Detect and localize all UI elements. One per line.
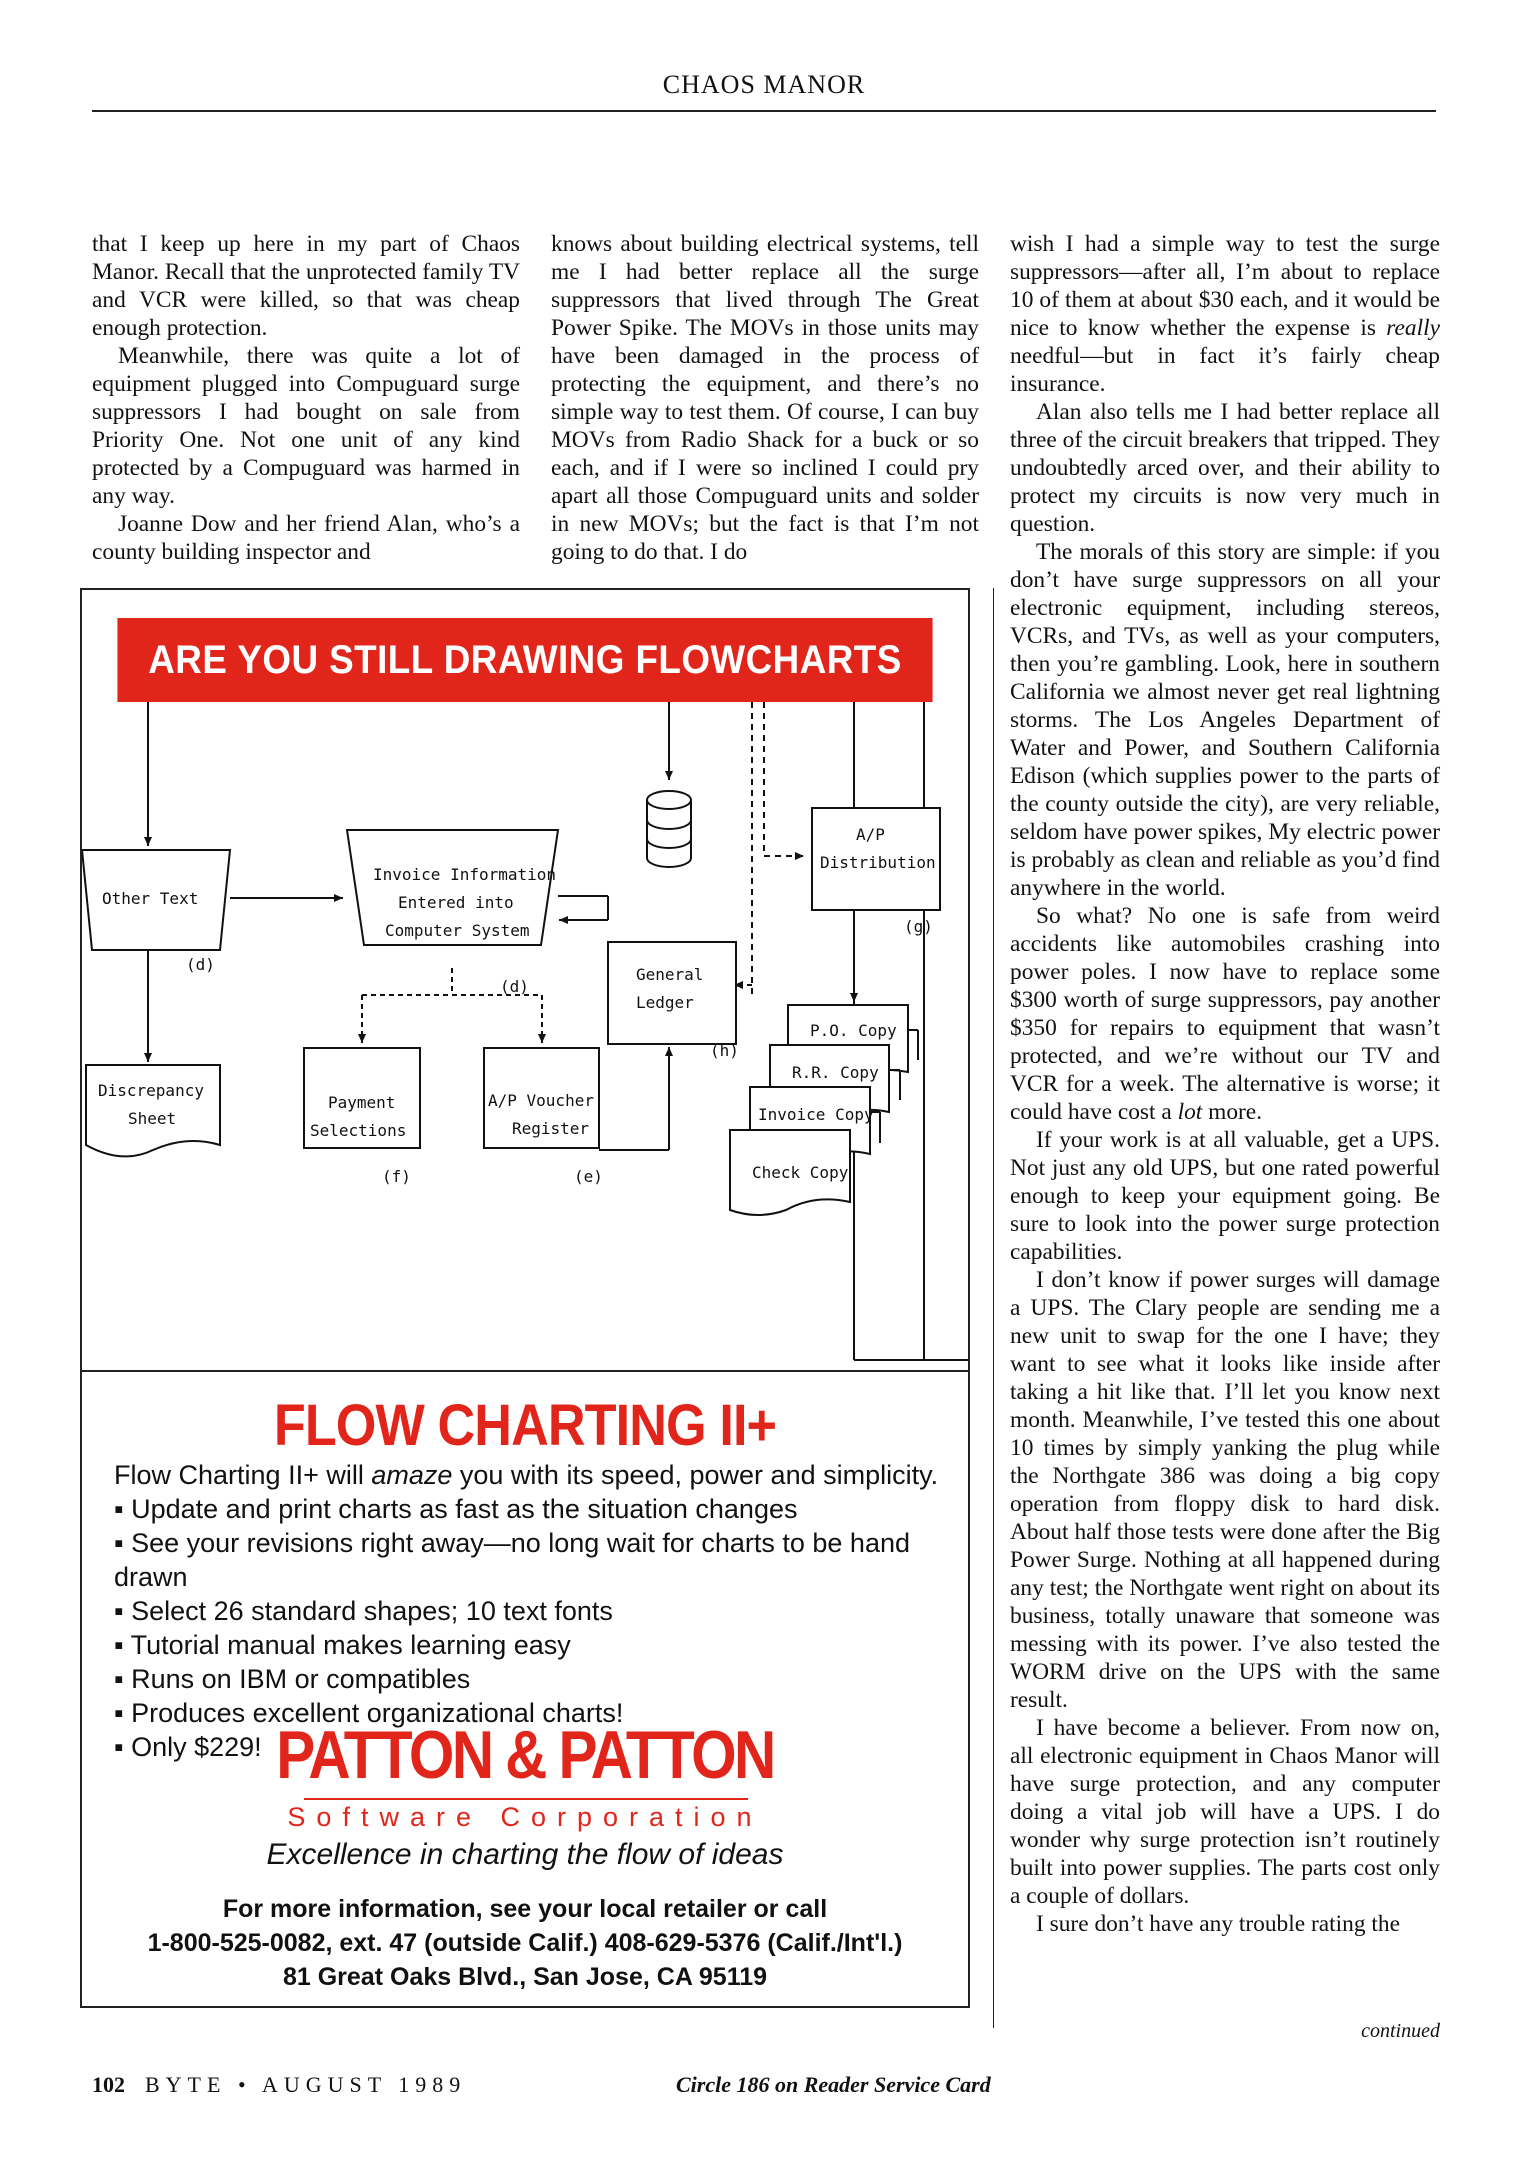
paragraph: Joanne Dow and her friend Alan, who’s a county building inspector and bbox=[92, 511, 520, 565]
paragraph: If your work is at all valuable, get a UPS. Not just any old UPS, but one rated powerful enough to keep your equipment going. Be sure to look into the power surge protection capabilities. bbox=[1010, 1127, 1440, 1265]
continued-note: continued bbox=[1361, 2020, 1440, 2042]
feature-item: ▪ Update and print charts as fast as the situation changes bbox=[114, 1492, 954, 1526]
flow-node-other-text: Other Text bbox=[102, 889, 199, 908]
reader-service-note: Circle 186 on Reader Service Card bbox=[676, 2072, 991, 2097]
feature-item: ▪ Only $229! bbox=[114, 1730, 954, 1764]
contact-line: For more information, see your local retailer or call bbox=[222, 1895, 828, 1923]
feature-item: ▪ See your revisions right away—no long wait for charts to be hand drawn bbox=[114, 1526, 954, 1594]
flow-node-ap-voucher: Register bbox=[512, 1119, 590, 1138]
paragraph: wish I had a simple way to test the surge suppressors—after all, I’m about to replace 10 of them at about $30 each, and it would be nice to know whether the expense is really needful—but in fact it’s fairly cheap insurance. bbox=[1010, 231, 1440, 397]
feature-item: ▪ Runs on IBM or compatibles bbox=[114, 1662, 954, 1696]
flow-node-ap-distribution: A/P bbox=[856, 825, 885, 844]
paragraph: Meanwhile, there was quite a lot of equipment plugged into Compuguard surge suppressors I had bought on sale from Priority One. Not one unit of any kind protected by a Compuguard was harmed in any way. bbox=[92, 343, 520, 509]
magazine-issue: BYTE • AUGUST 1989 bbox=[145, 2072, 467, 2097]
flow-node-ap-voucher: A/P Voucher bbox=[488, 1091, 594, 1110]
flow-node-rr-copy: R.R. Copy bbox=[792, 1063, 879, 1082]
feature-item: ▪ Produces excellent organizational charts! bbox=[114, 1696, 954, 1730]
flow-node-general-ledger: General bbox=[636, 965, 704, 984]
paragraph: So what? No one is safe from weird accidents like automobiles crashing into power poles. I now have to replace some $300 worth of surge suppressors, pay another $350 for repairs to equipment that wasn’t protected, and we’re without our TV and VCR for a week. The alternative is worse; it could have cost a lot more. bbox=[1010, 903, 1440, 1125]
paragraph: I have become a believer. From now on, all electronic equipment in Chaos Manor will have surge protection, and any computer doing a vital job will have a UPS. I do wonder why surge protection isn’t routinely built into power supplies. The parts cost only a couple of dollars. bbox=[1010, 1715, 1440, 1909]
flow-label: (f) bbox=[382, 1167, 411, 1186]
tagline: Excellence in charting the flow of ideas bbox=[266, 1838, 784, 1871]
feature-item: ▪ Tutorial manual makes learning easy bbox=[114, 1628, 954, 1662]
intro-text: Flow Charting II+ will amaze you with its speed, power and simplicity. bbox=[114, 1460, 939, 1490]
flow-node-ap-distribution: Distribution bbox=[820, 853, 936, 872]
company-subtitle: Software Corporation bbox=[287, 1802, 763, 1832]
flow-label: (e) bbox=[574, 1167, 603, 1186]
flow-node-po-copy: P.O. Copy bbox=[810, 1021, 897, 1040]
contact-line: 81 Great Oaks Blvd., San Jose, CA 95119 bbox=[282, 1963, 768, 1991]
paragraph: that I keep up here in my part of Chaos Manor. Recall that the unprotected family TV and VCR were killed, so that was cheap enough protection. bbox=[92, 231, 520, 341]
product-title: FLOW CHARTING II+ bbox=[273, 1393, 777, 1458]
paragraph: I don’t know if power surges will damage a UPS. The Clary people are sending me a new unit to swap for the one I have; they want to see what it looks like inside after taking a hit like that. I’ll let you know next month. Meanwhile, I’ve tested this one about 10 times by simply yanking the plug while the Northgate 386 was doing a big copy operation from floppy disk to hard disk. About half those tests were done after the Big Power Surge. Nothing at all happened during any test; the Northgate went right on about its business, totally unaware that someone was messing with its power. I’ve also tested the WORM drive on the UPS with the same result. bbox=[1010, 1267, 1440, 1713]
contact-info bbox=[82, 1892, 968, 1994]
flow-node-check-copy: Check Copy bbox=[752, 1163, 849, 1182]
logo-rule bbox=[304, 1798, 748, 1800]
flow-node-invoice-info: Invoice Information bbox=[373, 865, 557, 884]
article-column-2 bbox=[551, 230, 979, 566]
flow-label: (d) bbox=[500, 977, 529, 996]
paragraph: Alan also tells me I had better replace all three of the circuit breakers that tripped. They undoubtedly arced over, and their ability to protect my circuits is now very much in question. bbox=[1010, 399, 1440, 537]
article-column-3 bbox=[1010, 230, 1440, 1938]
flow-node-invoice-copy: Invoice Copy bbox=[758, 1105, 874, 1124]
page-number: 102 bbox=[92, 2072, 125, 2097]
paragraph: The morals of this story are simple: if you don’t have surge suppressors on all your electronic equipment, including stereos, VCRs, and TVs, as well as your computers, then you’re gambling. Look, here in southern California we almost never get real lightning storms. The Los Angeles Department of Water and Power, and Southern California Edison (which supplies power to the parts of the county outside the city), are very reliable, seldom have power spikes, My electric power is probably as clean and reliable as you’d find anywhere in the world. bbox=[1010, 539, 1440, 901]
emphasis: amaze bbox=[371, 1460, 453, 1490]
company-logo: PATTON & PATTON bbox=[276, 1717, 774, 1793]
header-rule bbox=[92, 110, 1436, 112]
flow-node-invoice-info: Entered into bbox=[398, 893, 514, 912]
flow-label: (h) bbox=[710, 1041, 739, 1060]
ad-banner-headline: ARE YOU STILL DRAWING FLOWCHARTS BY HAND? bbox=[117, 618, 932, 702]
article-column-1 bbox=[92, 230, 520, 566]
flow-node-general-ledger: Ledger bbox=[636, 993, 694, 1012]
emphasis: lot bbox=[1177, 1099, 1203, 1125]
advertisement bbox=[80, 588, 970, 2008]
page-footer bbox=[92, 2072, 466, 2098]
feature-item: ▪ Select 26 standard shapes; 10 text fonts bbox=[114, 1594, 954, 1628]
column-rule bbox=[993, 588, 994, 2028]
flow-node-payment-selections: Payment bbox=[328, 1093, 396, 1112]
flow-node-invoice-info: Computer System bbox=[385, 921, 530, 940]
contact-line: 1-800-525-0082, ext. 47 (outside Calif.) 408-629-5376 (Calif./Int'l.) bbox=[147, 1929, 903, 1957]
running-header: CHAOS MANOR bbox=[662, 70, 866, 99]
flow-label: (g) bbox=[904, 917, 933, 936]
flow-node-discrepancy-sheet: Discrepancy bbox=[98, 1081, 204, 1100]
emphasis: really bbox=[1386, 315, 1440, 341]
flow-node-discrepancy-sheet: Sheet bbox=[128, 1109, 177, 1128]
flow-label: (d) bbox=[186, 955, 215, 974]
paragraph: knows about building electrical systems, tell me I had better replace all the surge suppressors that lived through The Great Power Spike. The MOVs in those units may have been damaged in the process of protecting the equipment, and there’s no simple way to test them. Of course, I can buy MOVs from Radio Shack for a buck or so each, and if I were so inclined I could pry apart all those Compuguard units and solder in new MOVs; but the fact is that I’m not going to do that. I do bbox=[551, 231, 979, 565]
flow-node-payment-selections: Selections bbox=[310, 1121, 407, 1140]
ad-divider bbox=[82, 1370, 968, 1372]
paragraph: I sure don’t have any trouble rating the bbox=[1036, 1911, 1400, 1937]
